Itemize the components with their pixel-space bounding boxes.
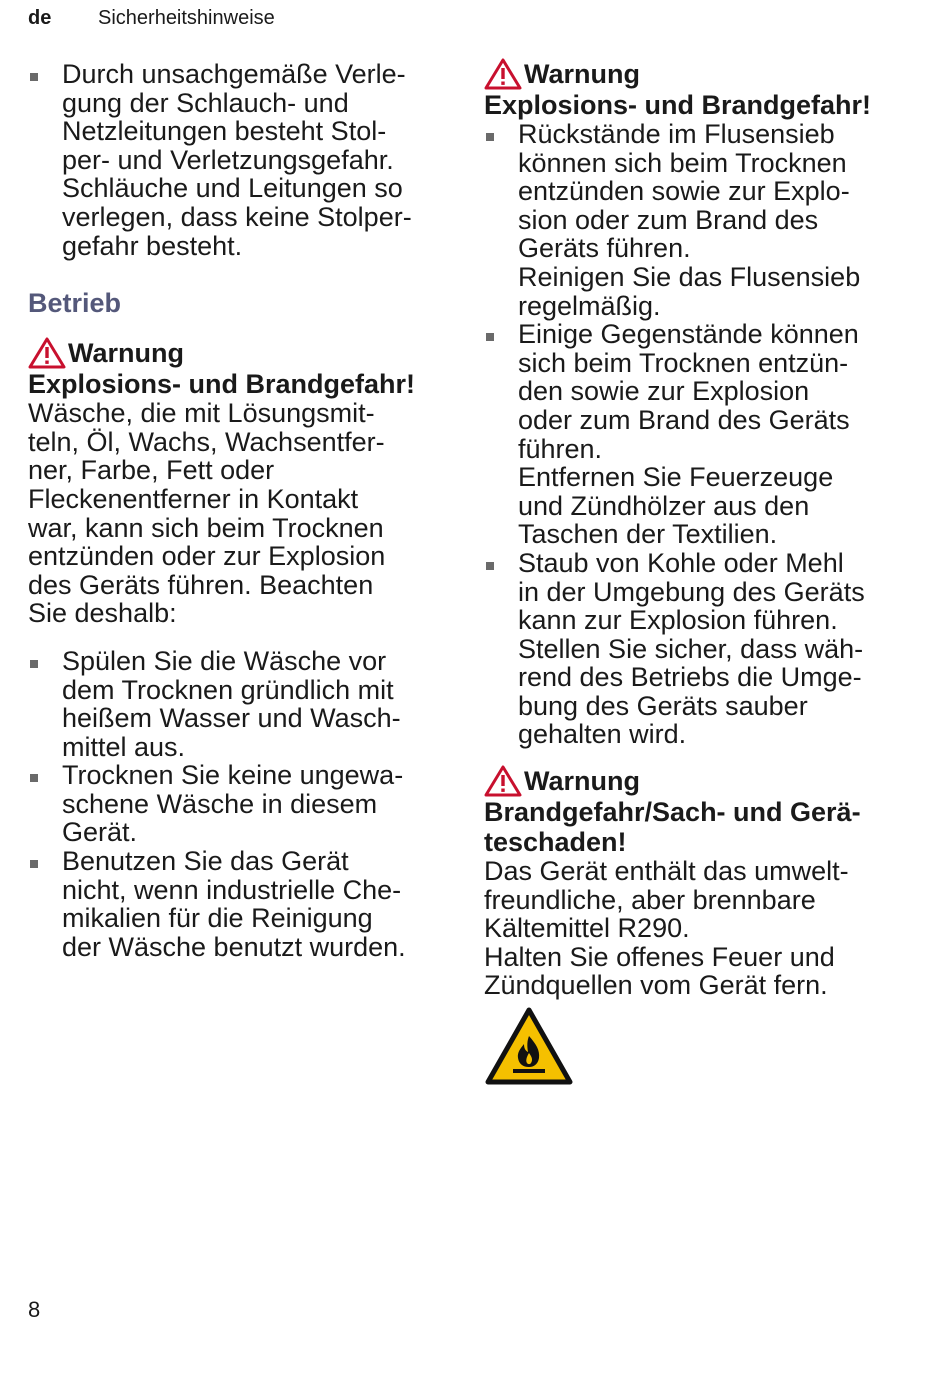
operation-list [28, 647, 448, 962]
left-column [28, 60, 448, 961]
bullet-square-icon [30, 860, 38, 868]
warning-heading [484, 58, 924, 90]
warning-triangle-icon [484, 58, 522, 90]
warning-triangle-icon [28, 337, 66, 369]
bullet-square-icon [30, 660, 38, 668]
bullet-square-icon [486, 133, 494, 141]
bullet-square-icon [486, 333, 494, 341]
list-item: Spülen Sie die Wäsche vor dem Trocknen gründlich mit heißem Wasser und Wasch- mittel aus. [28, 647, 448, 761]
list-item: Benutzen Sie das Gerät nicht, wenn industrielle Che- mikalien für die Reinigung der Wäsche benutzt wurden. [28, 847, 448, 961]
warning-heading [484, 765, 924, 797]
page-number: 8 [28, 1297, 41, 1322]
bullet-square-icon [30, 774, 38, 782]
warning-text: Das Gerät enthält das umwelt- freundliche, aber brennbare Kältemittel R290. Halten Sie offenes Feuer und Zündquellen vom Gerät fern. [484, 856, 849, 1001]
warning-text: Wäsche, die mit Lösungsmit- teln, Öl, Wachs, Wachsentfer- ner, Farbe, Fett oder Fleckenentferner in Kontakt war, kann sich beim Trocknen entzünden oder zur Explosion des Geräts führen. Beachten Sie deshalb: [28, 398, 386, 629]
warning-heading [28, 337, 448, 369]
list-item: Rückstände im Flusensieb können sich beim Trocknen entzünden sowie zur Explo- sion oder zum Brand des Geräts führen. Reinigen Sie das Flusensieb regelmäßig. [484, 120, 924, 320]
bullet-square-icon [486, 562, 494, 570]
list-item: Staub von Kohle oder Mehl in der Umgebung des Geräts kann zur Explosion führen. Stellen Sie sicher, dass wäh- rend des Betriebs die Umge- bung des Geräts sauber gehalten wird. [484, 549, 924, 749]
warning-label: Warnung [524, 766, 640, 797]
list-item: Durch unsachgemäße Verle- gung der Schlauch- und Netzleitungen besteht Stol- per- und Verletzungsgefahr. Schläuche und Leitungen so verlegen, dass keine Stolper- gefahr besteht. [28, 60, 448, 260]
bullet-square-icon [30, 73, 38, 81]
list-item: Trocknen Sie keine ungewa- schene Wäsche in diesem Gerät. [28, 761, 448, 847]
warning-label: Warnung [68, 338, 184, 369]
list-item: Einige Gegenstände können sich beim Trocknen entzün- den sowie zur Explosion oder zum Brand des Geräts führen. Entfernen Sie Feuerzeuge und Zündhölzer aus den Taschen der Textilien. [484, 320, 924, 549]
language-code: de [28, 7, 52, 29]
intro-list [28, 60, 448, 260]
page-header [28, 7, 275, 30]
header-title: Sicherheitshinweise [98, 7, 275, 29]
warning-title: Brandgefahr/Sach- und Gerä- teschaden! [484, 797, 861, 858]
warning-label: Warnung [524, 59, 640, 89]
warning-list [484, 120, 924, 749]
flammable-symbol-icon [484, 1006, 574, 1086]
section-title: Betrieb [28, 288, 122, 319]
warning-triangle-icon [484, 765, 522, 797]
warning-title: Explosions- und Brandgefahr! [28, 369, 416, 400]
right-column [484, 58, 924, 1086]
warning-title: Explosions- und Brandgefahr! [484, 90, 872, 120]
